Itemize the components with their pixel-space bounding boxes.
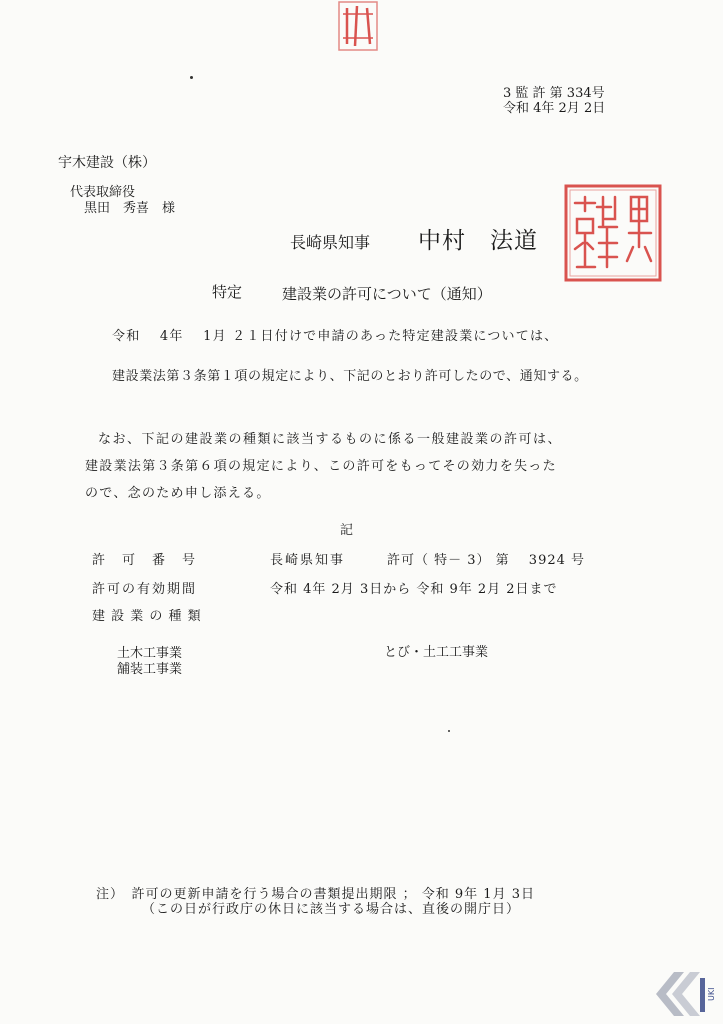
document-number: 3 監 許 第 334号 (503, 86, 605, 101)
recipient-name: 黒田 秀喜 様 (84, 201, 176, 216)
paragraph1-line1: 令和 4年 1月 ２１日付けで申請のあった特定建設業については、 (112, 329, 559, 344)
paragraph2-line3: ので、念のため申し添える。 (85, 486, 271, 501)
construction-type-item: とび・土工工事業 (384, 645, 489, 660)
paragraph1-line2: 建設業法第３条第１項の規定により、下記のとおり許可したので、通知する。 (112, 369, 588, 384)
recipient-title: 代表取締役 (70, 185, 136, 200)
note-line1: 注） 許可の更新申請を行う場合の書類提出期限 ； 令和 9年 1月 3日 (96, 887, 535, 902)
speck (190, 76, 193, 79)
recipient-company: 宇木建設（株） (58, 155, 156, 171)
ki-heading: 記 (340, 523, 354, 538)
issuer-title: 長崎県知事 (290, 233, 371, 252)
permit-number-value: 許可（ 特－ 3） 第 3924 号 (387, 553, 586, 568)
logo-text: UKI (707, 987, 716, 1001)
subject-prefix: 特定 (212, 283, 243, 301)
paragraph2-line2: 建設業法第３条第６項の規定により、この許可をもってその効力を失った (85, 459, 557, 474)
subject-title: 建設業の許可について（通知） (282, 285, 492, 303)
construction-types-label: 建 設 業 の 種 類 (92, 609, 202, 624)
document-date: 令和 4年 2月 2日 (503, 101, 606, 116)
speck (448, 730, 450, 732)
top-seal-stamp (337, 0, 379, 52)
note-line2: （この日が行政庁の休日に該当する場合は、直後の開庁日） (142, 902, 521, 917)
validity-label: 許可の有効期間 (92, 582, 198, 597)
validity-value: 令和 4年 2月 3日から 令和 9年 2月 2日まで (270, 582, 558, 597)
permit-number-authority: 長崎県知事 (270, 553, 346, 568)
paragraph2-line1: なお、下記の建設業の種類に該当するものに係る一般建設業の許可は、 (98, 432, 563, 447)
construction-type-item: 舗装工事業 (117, 662, 183, 677)
uki-logo (650, 968, 716, 1020)
issuer-name: 中村 法道 (418, 228, 538, 254)
construction-type-item: 土木工事業 (117, 646, 183, 661)
permit-number-label: 許 可 番 号 (92, 553, 198, 568)
governor-seal-stamp (563, 183, 663, 283)
